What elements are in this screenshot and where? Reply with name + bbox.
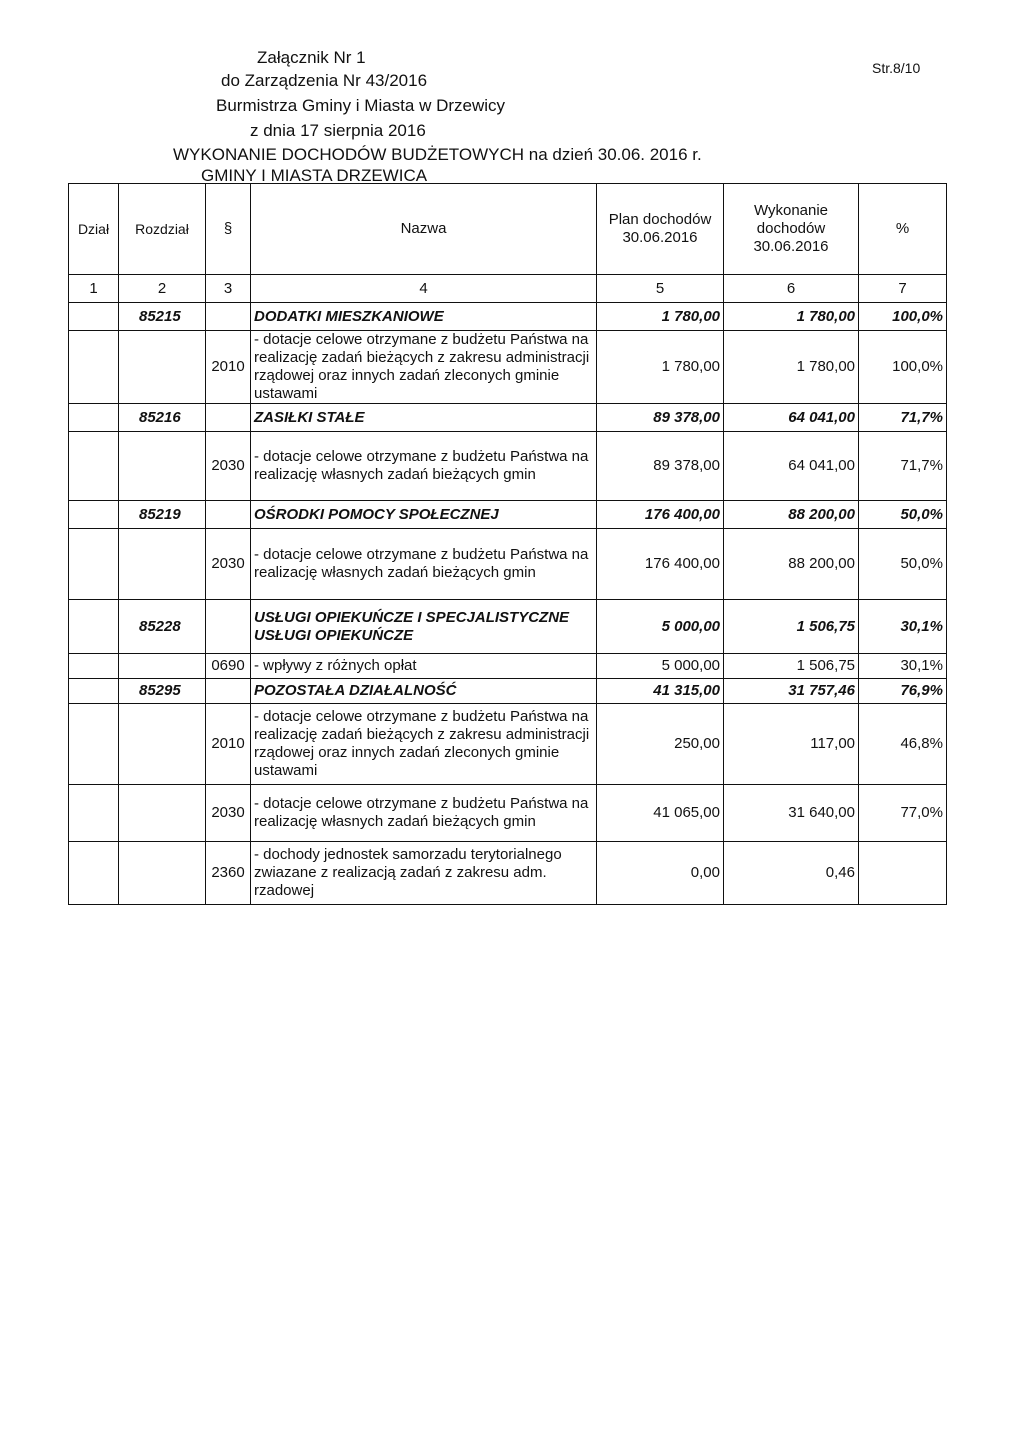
item-row (69, 842, 947, 905)
section-row (69, 404, 947, 432)
dzial-cell (69, 303, 119, 331)
rozdzial-cell: 85215 (119, 303, 206, 331)
procent-cell: 50,0% (859, 501, 947, 529)
rozdzial-cell (119, 432, 206, 501)
ordinance-reference: do Zarządzenia Nr 43/2016 (221, 71, 428, 90)
paragraf-cell (206, 303, 251, 331)
nazwa-cell: OŚRODKI POMOCY SPOŁECZNEJ (251, 501, 597, 529)
wykonanie-cell: 31 757,46 (724, 679, 859, 704)
column-number: 3 (206, 275, 251, 303)
dzial-cell (69, 785, 119, 842)
section-row (69, 679, 947, 704)
dzial-cell (69, 501, 119, 529)
item-row (69, 785, 947, 842)
municipality-name: GMINY I MIASTA DRZEWICA (201, 166, 428, 185)
header-dzial: Dział (69, 184, 119, 275)
wykonanie-cell: 88 200,00 (724, 529, 859, 600)
dzial-cell (69, 704, 119, 785)
rozdzial-cell (119, 654, 206, 679)
paragraf-cell: 2030 (206, 432, 251, 501)
item-row (69, 331, 947, 404)
column-number: 6 (724, 275, 859, 303)
wykonanie-cell: 117,00 (724, 704, 859, 785)
item-row (69, 704, 947, 785)
plan-cell: 41 065,00 (597, 785, 724, 842)
column-number: 1 (69, 275, 119, 303)
dzial-cell (69, 529, 119, 600)
header-paragraf: § (206, 184, 251, 275)
plan-cell: 5 000,00 (597, 600, 724, 654)
dzial-cell (69, 331, 119, 404)
plan-cell: 89 378,00 (597, 432, 724, 501)
nazwa-cell: - dotacje celowe otrzymane z budżetu Państwa na realizację zadań bieżących z zakresu administracji rządowej oraz innych zadań zleconych gminie ustawami (251, 704, 597, 785)
column-number-row (69, 275, 947, 303)
header-wykonanie: Wykonanie dochodów 30.06.2016 (724, 184, 859, 275)
nazwa-cell: ZASIŁKI STAŁE (251, 404, 597, 432)
wykonanie-cell: 64 041,00 (724, 432, 859, 501)
nazwa-cell: POZOSTAŁA DZIAŁALNOŚĆ (251, 679, 597, 704)
paragraf-cell (206, 501, 251, 529)
plan-cell: 41 315,00 (597, 679, 724, 704)
column-number: 5 (597, 275, 724, 303)
dzial-cell (69, 679, 119, 704)
wykonanie-cell: 0,46 (724, 842, 859, 905)
rozdzial-cell (119, 785, 206, 842)
procent-cell: 71,7% (859, 404, 947, 432)
wykonanie-cell: 1 506,75 (724, 600, 859, 654)
procent-cell: 77,0% (859, 785, 947, 842)
dzial-cell (69, 654, 119, 679)
table-header-row (69, 184, 947, 275)
attachment-title: Załącznik Nr 1 (257, 48, 366, 67)
plan-cell: 89 378,00 (597, 404, 724, 432)
rozdzial-cell: 85216 (119, 404, 206, 432)
dzial-cell (69, 404, 119, 432)
column-number: 7 (859, 275, 947, 303)
nazwa-cell: - dochody jednostek samorzadu terytorialnego zwiazane z realizacją zadań z zakresu adm. rzadowej (251, 842, 597, 905)
procent-cell: 100,0% (859, 303, 947, 331)
wykonanie-cell: 1 780,00 (724, 303, 859, 331)
dzial-cell (69, 842, 119, 905)
plan-cell: 0,00 (597, 842, 724, 905)
procent-cell: 76,9% (859, 679, 947, 704)
section-row (69, 501, 947, 529)
header-plan: Plan dochodów 30.06.2016 (597, 184, 724, 275)
nazwa-cell: - dotacje celowe otrzymane z budżetu Państwa na realizację własnych zadań bieżących gmin (251, 785, 597, 842)
wykonanie-cell: 64 041,00 (724, 404, 859, 432)
column-number: 2 (119, 275, 206, 303)
header-rozdzial: Rozdział (119, 184, 206, 275)
paragraf-cell (206, 600, 251, 654)
procent-cell: 30,1% (859, 600, 947, 654)
dzial-cell (69, 600, 119, 654)
section-row (69, 600, 947, 654)
item-row (69, 529, 947, 600)
nazwa-cell: - dotacje celowe otrzymane z budżetu Państwa na realizację własnych zadań bieżących gmin (251, 432, 597, 501)
rozdzial-cell (119, 529, 206, 600)
plan-cell: 250,00 (597, 704, 724, 785)
plan-cell: 176 400,00 (597, 529, 724, 600)
rozdzial-cell: 85228 (119, 600, 206, 654)
wykonanie-cell: 88 200,00 (724, 501, 859, 529)
nazwa-cell: DODATKI MIESZKANIOWE (251, 303, 597, 331)
nazwa-cell: - dotacje celowe otrzymane z budżetu Państwa na realizację własnych zadań bieżących gmin (251, 529, 597, 600)
procent-cell: 71,7% (859, 432, 947, 501)
plan-cell: 176 400,00 (597, 501, 724, 529)
paragraf-cell (206, 404, 251, 432)
paragraf-cell: 2030 (206, 529, 251, 600)
procent-cell: 30,1% (859, 654, 947, 679)
item-row (69, 654, 947, 679)
nazwa-cell: - wpływy z różnych opłat (251, 654, 597, 679)
rozdzial-cell (119, 331, 206, 404)
procent-cell: 50,0% (859, 529, 947, 600)
wykonanie-cell: 31 640,00 (724, 785, 859, 842)
header-procent: % (859, 184, 947, 275)
issue-date: z dnia 17 sierpnia 2016 (250, 121, 426, 140)
rozdzial-cell: 85295 (119, 679, 206, 704)
rozdzial-cell: 85219 (119, 501, 206, 529)
paragraf-cell: 2030 (206, 785, 251, 842)
plan-cell: 1 780,00 (597, 303, 724, 331)
paragraf-cell (206, 679, 251, 704)
wykonanie-cell: 1 506,75 (724, 654, 859, 679)
revenue-table (68, 183, 947, 905)
dzial-cell (69, 432, 119, 501)
page-number: Str.8/10 (872, 60, 921, 76)
nazwa-cell: USŁUGI OPIEKUŃCZE I SPECJALISTYCZNE USŁUGI OPIEKUŃCZE (251, 600, 597, 654)
report-title: WYKONANIE DOCHODÓW BUDŻETOWYCH na dzień 30.06. 2016 r. (173, 145, 702, 164)
plan-cell: 5 000,00 (597, 654, 724, 679)
procent-cell: 100,0% (859, 331, 947, 404)
column-number: 4 (251, 275, 597, 303)
paragraf-cell: 2010 (206, 704, 251, 785)
paragraf-cell: 0690 (206, 654, 251, 679)
wykonanie-cell: 1 780,00 (724, 331, 859, 404)
procent-cell (859, 842, 947, 905)
issuer: Burmistrza Gminy i Miasta w Drzewicy (216, 96, 506, 115)
plan-cell: 1 780,00 (597, 331, 724, 404)
procent-cell: 46,8% (859, 704, 947, 785)
paragraf-cell: 2010 (206, 331, 251, 404)
rozdzial-cell (119, 842, 206, 905)
header-nazwa: Nazwa (251, 184, 597, 275)
section-row (69, 303, 947, 331)
nazwa-cell: - dotacje celowe otrzymane z budżetu Państwa na realizację zadań bieżących z zakresu administracji rządowej oraz innych zadań zleconych gminie ustawami (251, 331, 597, 404)
item-row (69, 432, 947, 501)
rozdzial-cell (119, 704, 206, 785)
paragraf-cell: 2360 (206, 842, 251, 905)
